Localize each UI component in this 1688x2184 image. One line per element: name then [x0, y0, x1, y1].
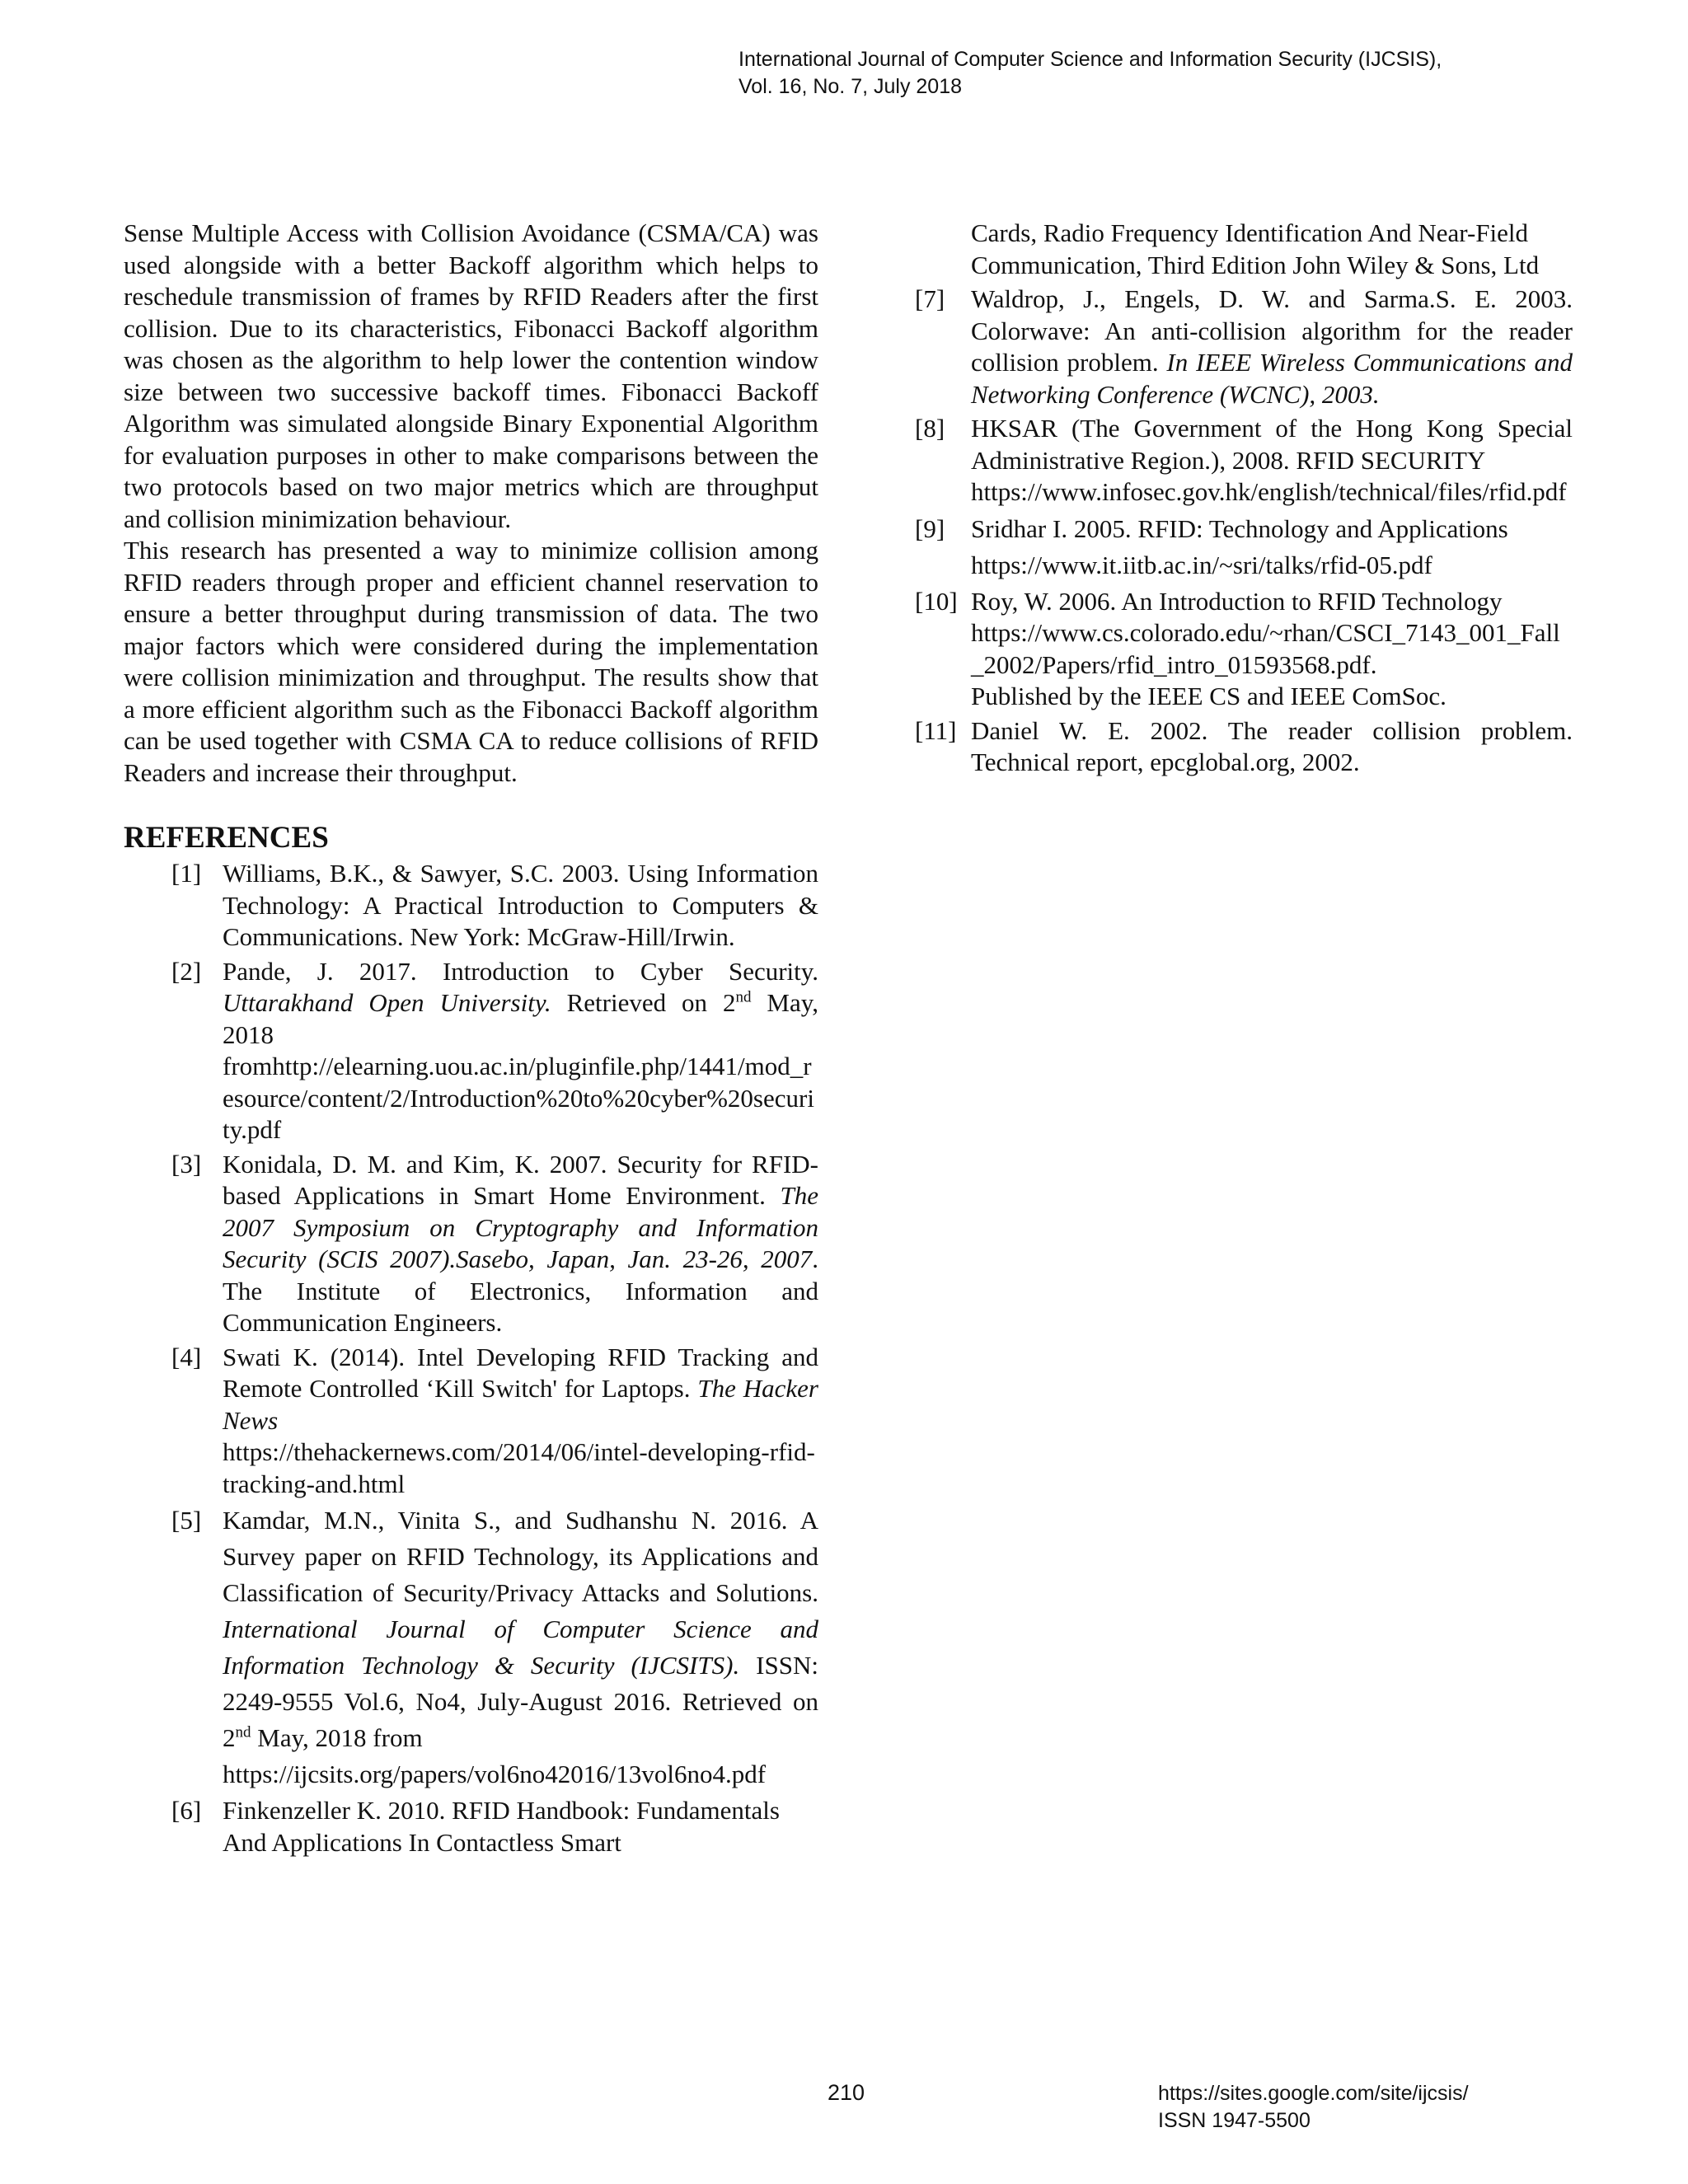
reference-tail: . The Institute of Electronics, Information and Communication Engineers.	[223, 1244, 818, 1337]
reference-number: [5]	[171, 1506, 202, 1535]
journal-issue: Vol. 16, No. 7, July 2018	[738, 75, 963, 98]
page-number: 210	[828, 2080, 865, 2105]
reference-text: Waldrop, J., Engels, D. W. and Sarma.S. E. 2003. Colorwave: An anti-collision algorithm for the reader collision problem.	[971, 284, 1573, 377]
reference-number: [1]	[171, 859, 202, 888]
reference-text: Kamdar, M.N., Vinita S., and Sudhanshu N. 2016. A Survey paper on RFID Technology, its Applications and Classification of Security/Privacy Attacks and Solutions.	[223, 1506, 818, 1607]
reference-venue: International Journal of Computer Science and Information Technology & Security (IJCSITS).	[223, 1615, 818, 1680]
reference-url[interactable]: https://ijcsits.org/papers/vol6no42016/13vol6no4.pdf	[223, 1760, 767, 1788]
journal-title: International Journal of Computer Science and Information Security (IJCSIS),	[738, 48, 1442, 71]
reference-url[interactable]: https://www.cs.colorado.edu/~rhan/CSCI_7143_001_Fall_2002/Papers/rfid_intro_01593568.pdf.	[971, 618, 1560, 679]
reference-text: Roy, W. 2006. An Introduction to RFID Technology	[971, 586, 1503, 616]
reference-url[interactable]: https://thehackernews.com/2014/06/intel-developing-rfid-tracking-and.html	[223, 1437, 815, 1498]
body-paragraph-2: This research has presented a way to minimize collision among RFID readers through proper and efficient channel reservation to ensure a better throughput during transmission of data. The two major factors which were considered during the implementation were collision minimization and throughput. The results show that a more efficient algorithm such as the Fibonacci Backoff algorithm can be used together with CSMA CA to reduce collisions of RFID Readers and increase their throughput.	[124, 536, 818, 787]
reference-number: [7]	[915, 284, 945, 313]
reference-9	[915, 511, 1573, 583]
reference-text: Williams, B.K., & Sawyer, S.C. 2003. Using Information Technology: A Practical Introduction to Computers & Communications. New York: McGraw-Hill/Irwin.	[223, 859, 818, 951]
reference-url[interactable]: https://www.infosec.gov.hk/english/technical/files/rfid.pdf	[971, 477, 1567, 506]
reference-2	[124, 956, 818, 1146]
reference-issn: ISSN: 2249-9555 Vol.6, No4, July-August 2016. Retrieved on 2	[223, 1651, 818, 1752]
reference-text: HKSAR (The Government of the Hong Kong Special Administrative Region.), 2008. RFID SECURITY	[971, 414, 1573, 475]
body-paragraph-1: Sense Multiple Access with Collision Avoidance (CSMA/CA) was used alongside with a better Backoff algorithm which helps to reschedule transmission of frames by RFID Readers after the first collision. Due to its characteristics, Fibonacci Backoff algorithm was chosen as the algorithm to help lower the contention window size between two successive backoff times. Fibonacci Backoff Algorithm was simulated alongside Binary Exponential Algorithm for evaluation purposes in other to make comparisons between the two protocols based on two major metrics which are throughput and collision minimization behaviour.	[124, 218, 818, 533]
reference-retrieved-date: May, 2018 from	[251, 1723, 423, 1752]
footer-info	[1158, 2080, 1469, 2135]
reference-6	[124, 1795, 818, 1858]
reference-text: Sridhar I. 2005. RFID: Technology and Applications	[971, 513, 1508, 543]
reference-retrieved-date: May, 2018	[223, 988, 818, 1049]
reference-number: [8]	[915, 414, 945, 443]
reference-venue: Uttarakhand Open University.	[223, 988, 551, 1017]
ordinal-suffix: nd	[235, 1723, 251, 1741]
reference-number: [2]	[171, 956, 202, 986]
reference-text: Konidala, D. M. and Kim, K. 2007. Security for RFID-based Applications in Smart Home Environment.	[223, 1149, 818, 1210]
reference-number: [6]	[171, 1796, 202, 1825]
reference-venue: The Hacker News	[223, 1374, 818, 1435]
reference-url[interactable]: fromhttp://elearning.uou.ac.in/pluginfile.php/1441/mod_resource/content/2/Introduction%20to%20cyber%20security.pdf	[223, 1052, 814, 1144]
reference-number: [3]	[171, 1149, 202, 1179]
reference-number: [11]	[915, 715, 957, 745]
reference-text: Finkenzeller K. 2010. RFID Handbook: Fundamentals And Applications In Contactless Smart	[223, 1796, 780, 1857]
reference-text: Daniel W. E. 2002. The reader collision problem. Technical report, epcglobal.org, 2002.	[971, 715, 1573, 776]
reference-number: [10]	[915, 586, 958, 616]
references-heading: REFERENCES	[124, 821, 329, 855]
journal-site-link[interactable]: https://sites.google.com/site/ijcsis/	[1158, 2082, 1469, 2105]
reference-5	[124, 1502, 818, 1793]
reference-6-continued	[915, 218, 1573, 281]
reference-venue: The 2007 Symposium on Cryptography and Information Security (SCIS 2007).Sasebo, Japan, Jan. 23-26, 2007	[223, 1181, 818, 1273]
reference-url[interactable]: https://www.it.iitb.ac.in/~sri/talks/rfid-05.pdf	[971, 550, 1432, 579]
reference-7	[915, 284, 1573, 410]
journal-header	[738, 46, 1442, 101]
reference-text: Pande, J. 2017. Introduction to Cyber Security.	[223, 956, 818, 986]
reference-number: [4]	[171, 1342, 202, 1371]
ordinal-suffix: nd	[735, 988, 752, 1006]
reference-4	[124, 1342, 818, 1501]
reference-venue: In IEEE Wireless Communications and Networking Conference (WCNC), 2003.	[971, 348, 1573, 409]
reference-1	[124, 858, 818, 954]
reference-10	[915, 586, 1573, 713]
reference-number: [9]	[915, 513, 945, 543]
reference-11	[915, 715, 1573, 779]
issn: ISSN 1947-5500	[1158, 2109, 1311, 2132]
left-column	[124, 218, 818, 1861]
reference-text: Cards, Radio Frequency Identification And Near-Field Communication, Third Edition John Wiley & Sons, Ltd	[971, 218, 1540, 279]
right-column	[915, 218, 1573, 781]
reference-retrieved: Retrieved on 2	[551, 988, 736, 1017]
reference-8	[915, 413, 1573, 509]
reference-tail: Published by the IEEE CS and IEEE ComSoc.	[971, 682, 1447, 710]
reference-3	[124, 1149, 818, 1339]
reference-text: Swati K. (2014). Intel Developing RFID Tracking and Remote Controlled ‘Kill Switch' for Laptops.	[223, 1342, 818, 1403]
